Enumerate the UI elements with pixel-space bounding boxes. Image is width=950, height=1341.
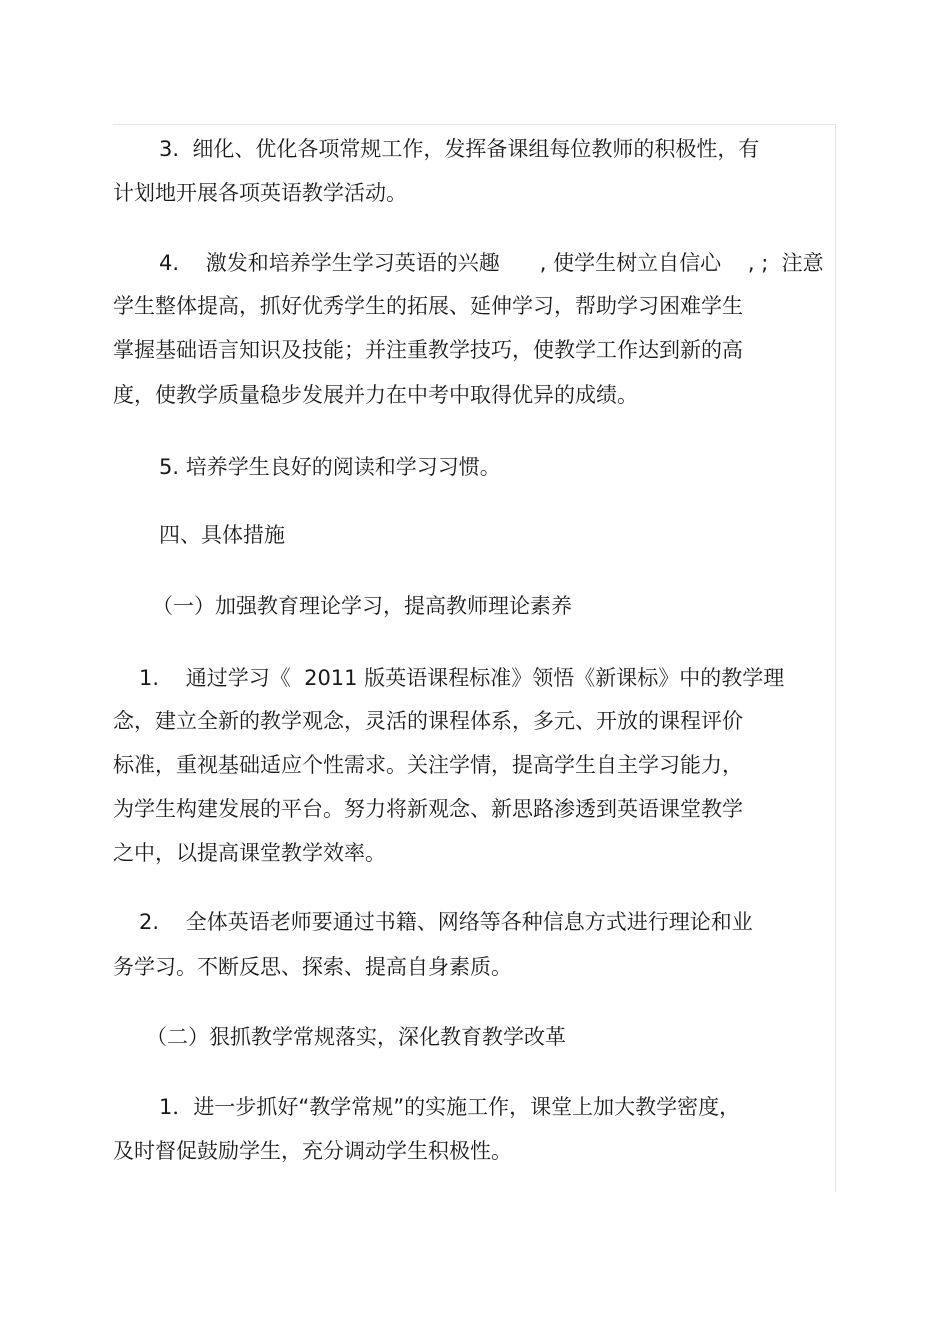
measure-1-line-5: 之中，以提高课堂教学效率。 <box>113 841 386 865</box>
measure-1-line-3: 标准，重视基础适应个性需求。关注学情，提高学生自主学习能力， <box>113 753 743 777</box>
item-3-line-2: 计划地开展各项英语教学活动。 <box>113 181 407 205</box>
routine-1-line-2: 及时督促鼓励学生，充分调动学生积极性。 <box>113 1139 512 1163</box>
measure-2-line-2: 务学习。不断反思、探索、提高自身素质。 <box>113 955 512 979</box>
measure-1-line-1: 1. 通过学习《 2011 版英语课程标准》领悟《新课标》中的教学理 <box>139 666 785 690</box>
item-5-line: 5. 培养学生良好的阅读和学习习惯。 <box>159 455 501 479</box>
item-4-line-1: 4. 激发和培养学生学习英语的兴趣 , 使学生树立自信心 , ; 注意 <box>159 251 824 275</box>
subsection-heading-2: （二）狠抓教学常规落实，深化教育教学改革 <box>146 1025 566 1049</box>
page-frame-right-border <box>835 124 836 1192</box>
measure-1-line-4: 为学生构建发展的平台。努力将新观念、新思路渗透到英语课堂教学 <box>113 797 743 821</box>
routine-1-line-1: 1．进一步抓好“教学常规”的实施工作，课堂上加大教学密度， <box>159 1095 741 1119</box>
measure-2-line-1: 2. 全体英语老师要通过书籍、网络等各种信息方式进行理论和业 <box>139 910 753 934</box>
item-3-line-1: 3. 细化、优化各项常规工作，发挥备课组每位教师的积极性，有 <box>159 137 760 161</box>
section-heading-measures: 四、具体措施 <box>159 523 285 547</box>
item-4-line-2: 学生整体提高，抓好优秀学生的拓展、延伸学习，帮助学习困难学生 <box>113 294 743 318</box>
measure-1-line-2: 念，建立全新的教学观念，灵活的课程体系，多元、开放的课程评价 <box>113 709 743 733</box>
item-4-line-4: 度，使教学质量稳步发展并力在中考中取得优异的成绩。 <box>113 383 638 407</box>
subsection-heading-1: （一）加强教育理论学习，提高教师理论素养 <box>152 594 572 618</box>
item-4-line-3: 掌握基础语言知识及技能；并注重教学技巧，使教学工作达到新的高 <box>113 338 743 362</box>
page-frame-top-border <box>113 124 835 125</box>
